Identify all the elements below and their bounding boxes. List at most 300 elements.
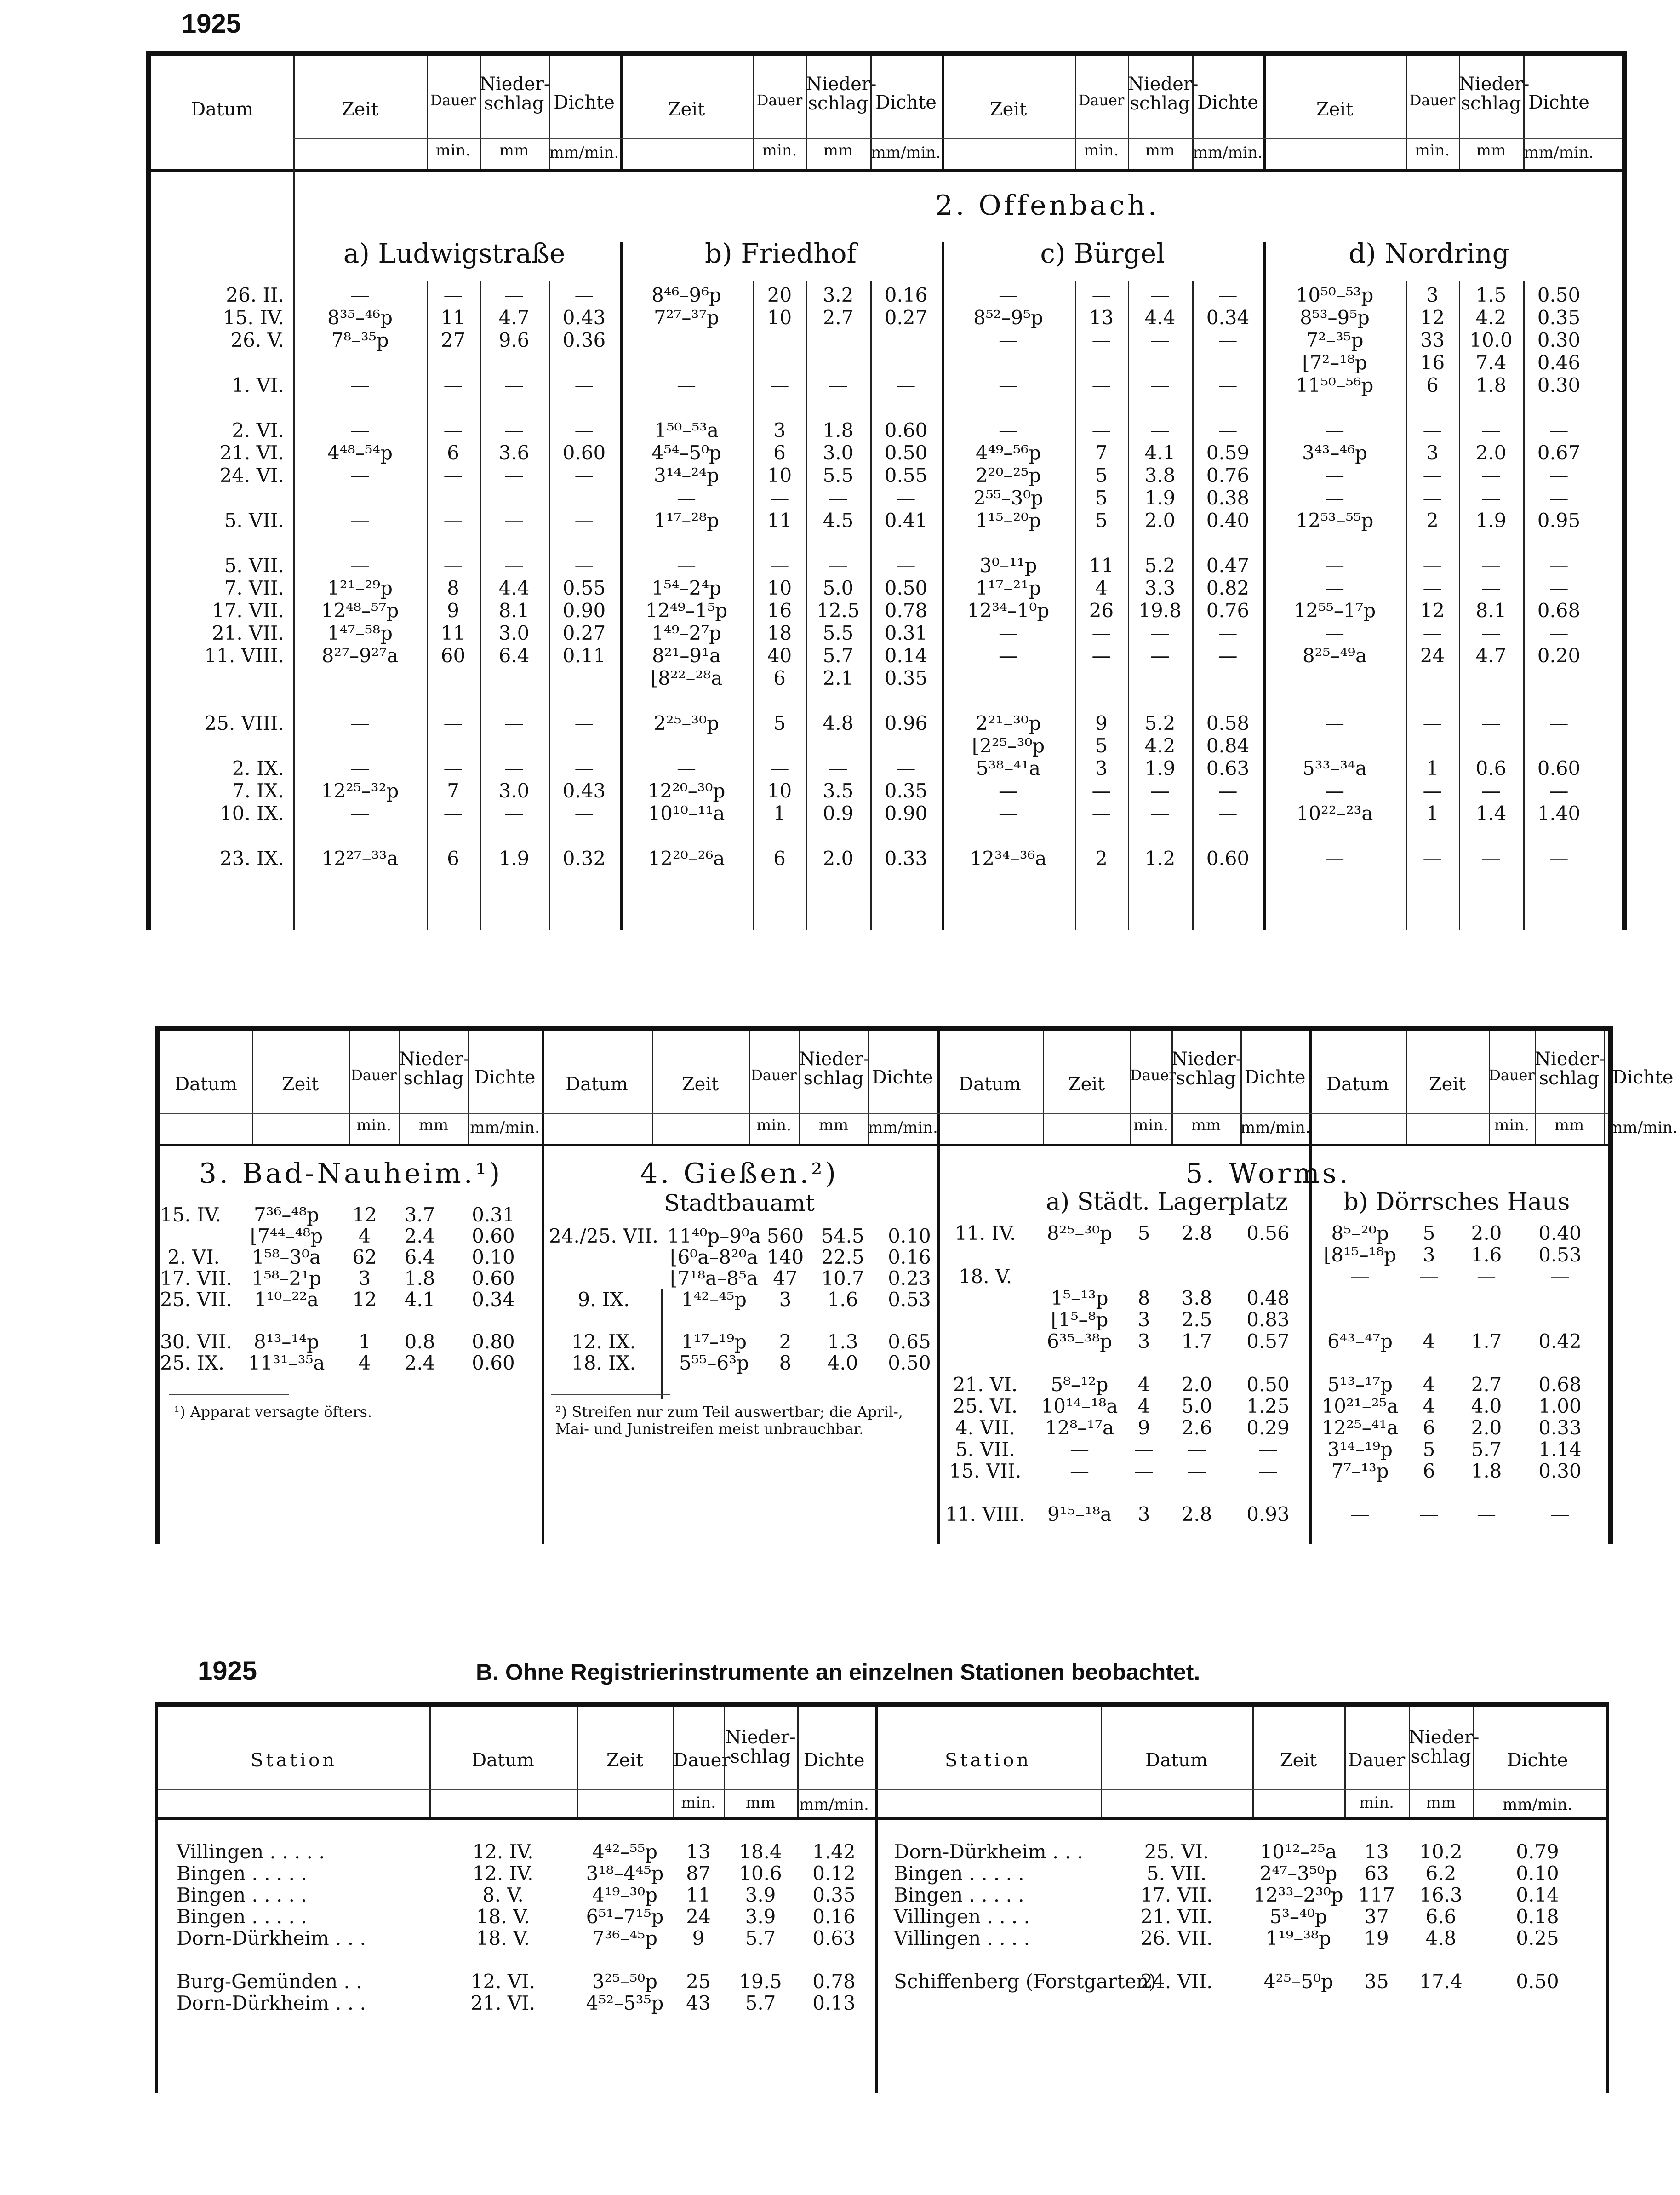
cell-zeit: — [1350,1265,1370,1288]
cell-dauer: — [1423,464,1442,487]
cell-dichte: 0.59 [1206,441,1250,464]
cell-niederschlag: 6.2 [1425,1862,1457,1885]
cell-zeit: — [1325,554,1344,577]
cell-datum: 17. VII. [211,599,284,622]
unit-row-line [293,138,1622,139]
table-row [160,1481,1604,1504]
cell-niederschlag: 22.5 [821,1246,864,1268]
cell-niederschlag: — [1481,712,1501,734]
cell-niederschlag: 5.7 [745,1992,776,2014]
cell-dichte: 0.33 [884,847,928,870]
cell-station: Burg-Gemünden . . [177,1970,362,1993]
cell-dauer: — [443,464,463,487]
cell-dichte: — [574,802,594,825]
cell-datum: 25. VII. [160,1288,233,1311]
cell-datum: 21. VII. [1140,1905,1213,1928]
cell-dichte: — [1218,329,1238,351]
cell-zeit: — [999,622,1018,644]
cell-zeit: 5⁸–¹²p [1051,1373,1109,1396]
cell-dauer: 560 [767,1225,804,1247]
cell-niederschlag: — [504,802,524,825]
cell-dichte: 0.10 [1516,1862,1559,1885]
cell-niederschlag: 8.1 [1475,599,1507,622]
cell-zeit: ⌊7²–¹⁸p [1302,351,1367,374]
footnote-giessen: ²) Streifen nur zum Teil auswertbar; die April-, Mai- und Junistreifen meist unbrauchbar. [555,1403,903,1438]
cell-dichte: — [574,509,594,532]
cell-niederschlag: — [1150,779,1170,802]
cell-dauer: 19 [1364,1927,1389,1949]
cell-dauer: — [1134,1438,1154,1461]
cell-niederschlag: 4.1 [1144,441,1176,464]
cell-dichte: 0.50 [1537,284,1581,306]
cell-dichte: 0.50 [884,441,928,464]
cell-dauer: 3 [779,1288,792,1311]
cell-zeit: — [1350,1503,1370,1525]
table-row [158,1862,1602,1885]
cell-niederschlag: 5.7 [745,1927,776,1949]
cell-datum: 11. IV. [954,1222,1016,1244]
cell-dichte: — [1258,1438,1278,1461]
cell-zeit: 12⁴⁹–1⁵p [645,599,728,622]
cell-dauer: 11 [440,306,466,329]
cell-zeit: ⌊8²²–²⁸a [650,667,723,689]
offenbach-table [146,51,1627,930]
cell-dichte: 0.34 [1206,306,1250,329]
column-head-dauer: Dauer [1409,92,1456,109]
cell-zeit: 12³³–2³⁰p [1253,1884,1343,1906]
cell-zeit: 2²¹–³⁰p [976,712,1041,734]
cell-zeit: — [1325,464,1344,487]
cell-dauer: 43 [686,1992,711,2014]
table-row [151,779,1622,802]
cell-dauer: 5 [1095,509,1108,532]
cell-niederschlag: 3.8 [1181,1287,1212,1309]
cell-dauer: 3 [1137,1330,1150,1353]
unit-mm-per-min: mm/min. [1608,1118,1678,1137]
column-head-dauer: Dauer [1130,1066,1176,1084]
cell-dauer: 3 [1426,441,1439,464]
cell-zeit: 6⁵¹–7¹⁵p [586,1905,664,1928]
cell-niederschlag: 54.5 [821,1225,864,1247]
cell-dichte: — [1549,419,1569,441]
cell-dichte: 0.16 [884,284,928,306]
cell-niederschlag: — [1150,419,1170,441]
cell-zeit: 5¹³–¹⁷p [1327,1373,1393,1396]
cell-datum: 1. VI. [232,374,284,396]
cell-dauer: 3 [1137,1308,1150,1331]
cell-dauer: 24 [686,1905,711,1928]
cell-dichte: 1.25 [1246,1395,1290,1417]
cell-zeit: 2²⁵–³⁰p [654,712,719,734]
cell-datum: 17. VII. [1140,1884,1213,1906]
cell-niederschlag: 4.0 [1471,1395,1502,1417]
table-row [151,667,1622,690]
column-head-dichte: Dichte [1612,1067,1674,1088]
cell-niederschlag: — [829,757,848,779]
cell-zeit: 4⁵⁴–5⁰p [651,441,721,464]
cell-station: Villingen . . . . [894,1905,1030,1928]
cell-datum: 4. VII. [955,1416,1016,1439]
cell-dichte: 0.38 [1206,487,1250,509]
table-row [151,509,1622,532]
cell-dichte: 0.53 [1538,1244,1582,1266]
cell-dauer: 9 [1095,712,1108,734]
cell-zeit: — [677,374,696,396]
cell-niederschlag: 3.8 [1144,464,1176,487]
cell-datum: 21. VII. [211,622,284,644]
cell-niederschlag: — [504,464,524,487]
cell-dauer: 9 [447,599,459,622]
cell-datum: 5. VII. [224,509,284,532]
unit-min: min. [1415,141,1450,160]
cell-niederschlag: 1.8 [1475,374,1507,396]
cell-niederschlag: 4.2 [1144,734,1176,757]
cell-zeit: 1¹⁵–²⁰p [976,509,1041,532]
cell-datum: 5. VII. [955,1438,1016,1461]
cell-dichte: 0.10 [888,1225,931,1247]
column-head-dichte: Dichte [474,1067,536,1088]
column-head-datum: Datum [191,99,253,120]
cell-zeit: 8⁵³–9⁵p [1300,306,1370,329]
cell-zeit: 3¹⁴–¹⁹p [1327,1438,1393,1461]
unit-mm-per-min: mm/min. [1240,1118,1310,1137]
cell-dichte: — [896,757,916,779]
cell-dichte: 0.10 [472,1246,515,1268]
cell-dichte: 0.42 [1538,1330,1582,1353]
cell-dauer: 3 [1137,1503,1150,1525]
table-row [151,802,1622,825]
cell-dichte: 0.53 [888,1288,931,1311]
cell-zeit: — [677,757,696,779]
cell-zeit: — [350,509,370,532]
cell-niederschlag: 5.2 [1144,554,1176,577]
cell-dauer: 11 [1089,554,1114,577]
cell-dichte: 0.40 [1206,509,1250,532]
cell-dichte: 0.60 [472,1267,515,1289]
cell-zeit: 10¹⁴–¹⁸a [1041,1395,1118,1417]
cell-dauer: 35 [1364,1970,1389,1993]
cell-zeit: 12³⁴–³⁶a [970,847,1047,870]
cell-zeit: — [1070,1460,1089,1482]
cell-niederschlag: — [504,284,524,306]
cell-dauer: 10 [767,577,792,599]
column-head-zeit: Zeit [341,99,379,120]
cell-zeit: 4²⁵–5⁰p [1263,1970,1333,1993]
cell-dauer: — [1423,779,1442,802]
cell-datum: 2. IX. [232,757,284,779]
column-head-niederschlag: Nieder-schlag [1459,74,1530,114]
cell-dichte: 0.95 [1537,509,1581,532]
cell-dauer: — [770,757,789,779]
cell-dichte: 0.84 [1206,734,1250,757]
cell-niederschlag: 5.7 [823,644,854,667]
cell-zeit: 12²⁰–²⁶a [648,847,725,870]
cell-dichte: 0.20 [1537,644,1581,667]
cell-niederschlag: — [1477,1503,1496,1525]
cell-dichte: — [574,464,594,487]
cell-dauer: 13 [1364,1840,1389,1863]
cell-zeit: 10²²–²³a [1296,802,1373,825]
cell-datum: 24./25. VII. [549,1225,658,1247]
cell-dauer: — [1423,554,1442,577]
cell-datum: 2. VI. [167,1246,220,1268]
cell-dauer: — [770,374,789,396]
table-row [151,599,1622,622]
cell-zeit: 11⁵⁰–⁵⁶p [1296,374,1374,396]
cell-niederschlag: 1.8 [823,419,854,441]
cell-niederschlag: — [829,554,848,577]
cell-niederschlag: 19.5 [739,1970,782,1993]
cell-dichte: 0.78 [884,599,928,622]
cell-niederschlag: 1.6 [827,1288,858,1311]
cell-zeit: 7³⁶–⁴⁸p [254,1204,319,1226]
unit-min: min. [1359,1794,1394,1812]
cell-dichte: 0.63 [1206,757,1250,779]
cell-niederschlag: 1.8 [404,1267,435,1289]
cell-dauer: 6 [773,667,786,689]
cell-dichte: 0.34 [472,1288,515,1311]
cell-zeit: 1¹⁹–³⁸p [1266,1927,1331,1949]
column-head-zeit: Zeit [989,99,1027,120]
cell-dichte: 0.50 [888,1352,931,1374]
column-head-niederschlag: Nieder-schlag [1171,1049,1242,1089]
unit-mm-per-min: mm/min. [1524,143,1594,162]
cell-zeit: 7²–³⁵p [1306,329,1364,351]
cell-niederschlag: 2.6 [1181,1416,1212,1439]
cell-dauer: 4 [358,1352,371,1374]
cell-zeit: 1¹⁷–¹⁹p [681,1330,747,1353]
unit-mm: mm [823,141,853,160]
cell-zeit: 7³⁶–⁴⁵p [592,1927,657,1949]
cell-zeit: 9¹⁵–¹⁸a [1047,1503,1112,1525]
cell-niederschlag: — [1150,284,1170,306]
cell-niederschlag: 19.8 [1138,599,1182,622]
cell-dauer: 10 [767,306,792,329]
unit-row-line [158,1789,1606,1790]
unit-mm: mm [745,1794,776,1812]
cell-niederschlag: — [829,374,848,396]
cell-niederschlag: 3.2 [823,284,854,306]
cell-dichte: 0.13 [812,1992,856,2014]
cell-dauer: — [1423,487,1442,509]
cell-niederschlag: 1.5 [1475,284,1507,306]
cell-dauer: 4 [1423,1373,1435,1396]
column-head-datum: Datum [472,1750,534,1771]
cell-dauer: — [1419,1265,1439,1288]
cell-dichte: — [574,284,594,306]
cell-zeit: 12³⁴–1⁰p [967,599,1050,622]
cell-niederschlag: 1.4 [1475,802,1507,825]
cell-datum: 12. VI. [470,1970,536,1993]
cell-dauer: 6 [1426,374,1439,396]
cell-dichte: — [1218,802,1238,825]
cell-dichte: 0.90 [562,599,606,622]
unit-mm: mm [499,141,529,160]
cell-niederschlag: — [504,554,524,577]
cell-zeit: 1⁵⁸–3⁰a [252,1246,321,1268]
cell-niederschlag: 6.4 [498,644,530,667]
column-head-niederschlag: Nieder-schlag [1128,74,1199,114]
cell-dichte: — [1218,284,1238,306]
cell-station: Bingen . . . . . [177,1905,307,1928]
cell-dichte: — [1549,622,1569,644]
cell-dichte: 0.56 [1246,1222,1290,1244]
cell-zeit: 1¹⁷–²⁸p [654,509,719,532]
cell-dichte: — [1218,622,1238,644]
cell-niederschlag: 5.5 [823,464,854,487]
cell-dichte: — [896,487,916,509]
cell-zeit: 8²¹–9¹a [652,644,721,667]
unit-mm: mm [1145,141,1175,160]
cell-dauer: 140 [767,1246,804,1268]
cell-niederschlag: — [1150,329,1170,351]
cell-dichte: 0.60 [1206,847,1250,870]
cell-niederschlag: 2.4 [404,1225,435,1247]
cell-dichte: 0.30 [1537,329,1581,351]
cell-dauer: — [1091,644,1111,667]
table-row [151,734,1622,757]
table-row [151,396,1622,419]
cell-niederschlag: 2.1 [823,667,854,689]
cell-niederschlag: 3.9 [745,1884,776,1906]
cell-niederschlag: 4.4 [498,577,530,599]
cell-datum: 18. V. [476,1927,530,1949]
table-row [151,847,1622,870]
cell-zeit: 3²⁵–⁵⁰p [592,1970,657,1993]
cell-zeit: 8¹³–¹⁴p [254,1330,319,1353]
column-head-zeit: Zeit [681,1074,719,1095]
cell-zeit: 3¹⁴–²⁴p [654,464,719,487]
section-subtitle-stadtbauamt: Stadtbauamt [664,1190,815,1216]
cell-datum: 30. VII. [160,1330,233,1353]
cell-niederschlag: 4.8 [1425,1927,1457,1949]
cell-station: Bingen . . . . . [177,1862,307,1885]
cell-dichte: 0.68 [1537,599,1581,622]
cell-zeit: 11⁴⁰p–9⁰a [667,1225,761,1247]
cell-zeit: 4⁴⁸–⁵⁴p [327,441,393,464]
cell-dauer: 62 [352,1246,377,1268]
cell-dauer: 5 [1095,734,1108,757]
cell-datum: 23. IX. [220,847,284,870]
column-head-dichte: Dichte [1528,92,1589,113]
cell-niederschlag: 2.0 [1181,1373,1212,1396]
cell-zeit: — [1325,577,1344,599]
cell-datum: 15. IV. [160,1204,222,1226]
table-row [151,577,1622,600]
column-head-dichte: Dichte [1507,1750,1568,1771]
cell-zeit: 5³³–³⁴a [1302,757,1367,779]
worms-subtitle-b: b) Dörrsches Haus [1343,1188,1570,1216]
cell-zeit: 8⁵²–9⁵p [973,306,1043,329]
column-head-niederschlag: Nieder-schlag [480,74,550,114]
year-label: 1925 [182,9,241,39]
cell-niederschlag: 2.0 [1471,1416,1502,1439]
cell-zeit: — [350,554,370,577]
cell-dichte: — [1549,577,1569,599]
table-row [151,554,1622,577]
cell-dichte: — [574,554,594,577]
cell-dichte: — [896,374,916,396]
table-row [151,825,1622,848]
cell-dauer: 60 [440,644,466,667]
station-subtitle: a) Ludwigstraße [343,238,566,269]
station-subtitle: b) Friedhof [705,238,857,269]
cell-zeit: — [1325,847,1344,870]
cell-zeit: 8³⁵–⁴⁶p [327,306,393,329]
unit-mm-per-min: mm/min. [1503,1795,1572,1814]
cell-zeit: 10¹²–²⁵a [1260,1840,1337,1863]
cell-zeit: — [999,802,1018,825]
cell-dauer: 6 [1423,1416,1435,1439]
footnote-bad-nauheim: ¹) Apparat versagte öfters. [174,1403,372,1421]
cell-datum: 8. V. [482,1884,524,1906]
cell-dichte: 0.35 [812,1884,856,1906]
column-head-niederschlag: Nieder-schlag [1535,1049,1606,1089]
cell-dauer: 4 [358,1225,371,1247]
cell-dauer: — [443,374,463,396]
section-title-offenbach: 2. Offenbach. [935,189,1160,222]
cell-dichte: — [1550,1503,1570,1525]
cell-datum: 12. IX. [571,1330,636,1353]
cell-dichte: — [1258,1460,1278,1482]
cell-zeit: 8²⁵–³⁰p [1047,1222,1112,1244]
cell-dichte: 0.46 [1537,351,1581,374]
cell-niederschlag: — [1481,554,1501,577]
cell-datum: 2. VI. [232,419,284,441]
cell-niederschlag: 3.0 [823,441,854,464]
cell-zeit: 3⁰–¹¹p [979,554,1037,577]
cell-niederschlag: — [1150,802,1170,825]
cell-dauer: 6 [773,441,786,464]
cell-dichte: — [1218,779,1238,802]
cell-niederschlag: 16.3 [1419,1884,1463,1906]
cell-niederschlag: 2.7 [823,306,854,329]
column-head-dichte: Dichte [1197,92,1258,113]
cell-niederschlag: — [1477,1265,1496,1288]
cell-niederschlag: — [1187,1438,1206,1461]
cell-niederschlag: — [1187,1460,1206,1482]
column-head-dauer: Dauer [1348,1750,1406,1771]
cell-zeit: — [999,284,1018,306]
column-head-datum: Datum [1145,1750,1208,1771]
cell-zeit: 10¹⁰–¹¹a [648,802,725,825]
table-row [151,622,1622,645]
cell-zeit: 8⁵–²⁰p [1331,1222,1389,1244]
cell-dichte: 0.65 [888,1330,931,1353]
cell-dichte: — [574,712,594,734]
cell-dichte: 0.30 [1537,374,1581,396]
cell-niederschlag: 6.4 [404,1246,435,1268]
cell-datum: 24. VII. [1140,1970,1213,1993]
cell-datum: 21. VI. [219,441,284,464]
cell-dauer: 5 [1137,1222,1150,1244]
cell-dauer: 6 [1423,1460,1435,1482]
cell-niederschlag: 1.9 [498,847,530,870]
cell-niederschlag: 3.6 [498,441,530,464]
cell-niederschlag: 18.4 [739,1840,782,1863]
cell-dauer: 8 [1137,1287,1150,1309]
cell-niederschlag: 6.6 [1425,1905,1457,1928]
cell-dauer: 1 [1426,802,1439,825]
cell-dauer: 9 [1137,1416,1150,1439]
column-head-niederschlag: Nieder-schlag [399,1049,470,1089]
cell-dichte: 0.50 [884,577,928,599]
cell-dichte: 0.18 [1516,1905,1559,1928]
table-row [160,1352,1604,1375]
cell-station: Villingen . . . . . [177,1840,325,1863]
cell-dichte: 0.55 [884,464,928,487]
cell-dichte: 0.31 [472,1204,515,1226]
